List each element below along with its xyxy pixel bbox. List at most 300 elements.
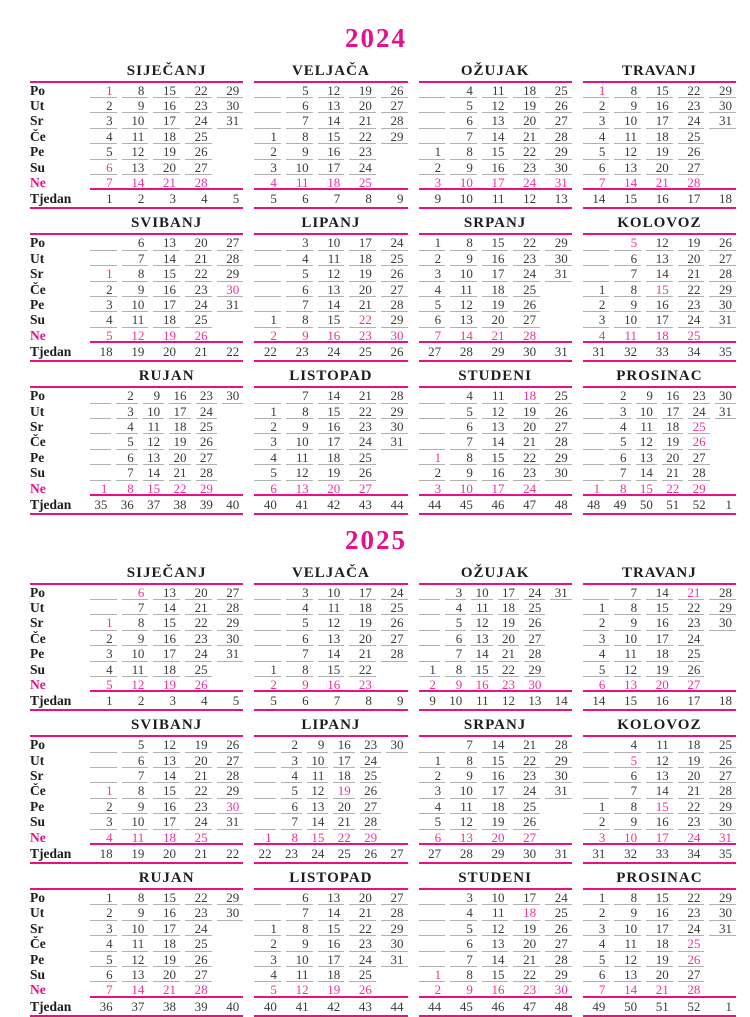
date-cell: 23 [358, 327, 372, 343]
date-cells [419, 631, 572, 646]
date-cell: 2 [609, 388, 630, 403]
date-cell: 8 [291, 829, 298, 845]
date-cell: 9 [122, 98, 149, 113]
date-cell: 29 [545, 144, 572, 159]
month-name: SIJEČANJ [126, 62, 207, 79]
date-cell: 16 [646, 814, 673, 829]
week-number: 14 [592, 693, 606, 709]
date-cell: 4 [609, 419, 630, 434]
week-number: 17 [687, 191, 701, 207]
date-cell: 7 [122, 768, 149, 783]
date-cell: 21 [655, 982, 669, 998]
week-number: 30 [523, 344, 537, 360]
date-cell: 12 [153, 737, 180, 752]
week-number: 1 [725, 496, 732, 512]
month-header [419, 715, 572, 737]
day-label: Če [30, 434, 46, 450]
date-cell: 27 [513, 312, 540, 327]
date-cell: 24 [524, 585, 545, 600]
date-cell: 9 [286, 419, 313, 434]
day-row [583, 737, 736, 752]
month-header [30, 868, 243, 890]
day-label: Pe [30, 449, 45, 465]
date-cell: 1 [90, 83, 117, 98]
date-cell: 30 [709, 615, 736, 630]
date-cells [90, 905, 243, 920]
date-cell: 14 [318, 113, 345, 128]
date-cell: 10 [471, 585, 492, 600]
date-cell: 17 [646, 631, 673, 646]
date-cell: 29 [381, 129, 408, 144]
month-block [419, 715, 572, 864]
day-row [419, 98, 572, 113]
day-row [30, 921, 243, 936]
month-header [419, 563, 572, 585]
date-cell: 7 [122, 600, 149, 615]
date-cells [583, 175, 736, 190]
day-row [254, 175, 407, 190]
date-cell: 9 [286, 936, 313, 951]
date-cell: 9 [614, 297, 641, 312]
date-cells [419, 905, 572, 920]
week-number: 18 [99, 846, 113, 862]
date-cell [254, 600, 281, 615]
date-cells [419, 113, 572, 128]
date-cell: 17 [153, 921, 180, 936]
date-cell: 7 [450, 129, 477, 144]
date-cells [583, 830, 736, 845]
date-cell: 14 [153, 768, 180, 783]
month-row [30, 715, 736, 864]
month-row [30, 868, 736, 1017]
day-row [254, 677, 407, 692]
date-cell [254, 905, 281, 920]
date-cells [90, 585, 243, 600]
date-cells [90, 465, 243, 480]
month-header [254, 868, 407, 890]
month-block [30, 715, 243, 864]
date-cell: 10 [318, 585, 345, 600]
date-cell: 6 [450, 113, 477, 128]
date-cell: 12 [614, 662, 641, 677]
day-row [583, 814, 736, 829]
week-numbers [254, 845, 407, 862]
date-cell: 3 [583, 113, 610, 128]
day-label: Ne [30, 175, 46, 191]
date-cell: 10 [482, 890, 509, 905]
date-cell: 25 [678, 129, 705, 144]
date-cell: 27 [709, 251, 736, 266]
date-cell [254, 282, 281, 297]
week-row [419, 998, 572, 1015]
day-row [30, 465, 243, 480]
date-cell: 16 [482, 160, 509, 175]
day-row [30, 312, 243, 327]
day-label: Ut [30, 905, 45, 921]
date-cell: 20 [349, 98, 376, 113]
date-cell [583, 419, 604, 434]
date-cell: 28 [545, 434, 572, 449]
date-cell: 6 [90, 160, 117, 175]
week-number: 41 [295, 998, 309, 1014]
date-cell: 15 [318, 921, 345, 936]
week-number: 7 [333, 693, 341, 709]
date-cell: 24 [688, 404, 709, 419]
date-cell: 22 [678, 890, 705, 905]
date-cell [709, 677, 736, 690]
date-cell: 12 [646, 753, 673, 768]
date-cell: 7 [106, 175, 113, 191]
date-cell: 2 [583, 297, 610, 312]
day-row [254, 830, 407, 845]
date-cell: 30 [390, 327, 404, 343]
header-spacer [30, 715, 90, 735]
date-cell: 31 [709, 921, 736, 936]
date-cells [90, 936, 243, 951]
date-cell: 5 [254, 465, 281, 480]
date-cell: 3 [286, 585, 313, 600]
day-row [30, 814, 243, 829]
date-cells [419, 144, 572, 159]
week-number: 51 [666, 496, 680, 512]
date-cell: 21 [678, 266, 705, 281]
day-label: Po [30, 890, 45, 906]
day-row [254, 768, 407, 783]
date-cell: 9 [455, 676, 463, 692]
date-cell: 8 [620, 480, 627, 496]
date-cell: 6 [122, 585, 149, 600]
date-cell: 27 [358, 480, 372, 496]
week-number: 34 [687, 344, 701, 360]
date-cell: 14 [646, 266, 673, 281]
week-number: 37 [131, 998, 145, 1014]
date-cell: 16 [491, 982, 505, 998]
day-row [419, 753, 572, 768]
date-cell: 24 [349, 160, 376, 175]
month-header [254, 61, 407, 83]
date-cell: 29 [692, 480, 706, 496]
day-row [419, 83, 572, 98]
date-cell [217, 129, 244, 144]
date-cells [90, 404, 243, 419]
date-cell: 3 [434, 480, 442, 496]
date-cell: 16 [153, 631, 180, 646]
date-cell [254, 799, 275, 814]
date-cell: 5 [450, 404, 477, 419]
week-number: 31 [592, 846, 606, 862]
date-cell: 17 [153, 814, 180, 829]
month-name: VELJAČA [291, 62, 370, 79]
date-cell: 29 [545, 450, 572, 465]
week-label: Tjedan [30, 998, 72, 1014]
date-cells [419, 768, 572, 783]
date-cell [583, 388, 604, 403]
date-cell: 25 [678, 936, 705, 951]
day-row [419, 982, 572, 997]
date-cell: 5 [116, 434, 137, 449]
day-row [419, 814, 572, 829]
date-cell: 14 [131, 175, 145, 191]
day-row [419, 677, 572, 692]
date-cell: 23 [678, 814, 705, 829]
day-label: Ne [30, 327, 46, 343]
date-cell: 11 [286, 450, 313, 465]
date-cell: 19 [646, 144, 673, 159]
week-number: 50 [624, 998, 638, 1014]
date-cell: 2 [419, 251, 446, 266]
date-cell: 20 [349, 631, 376, 646]
date-cell [90, 768, 117, 783]
date-cell: 18 [153, 936, 180, 951]
date-cell: 11 [131, 829, 145, 845]
date-cell: 13 [450, 312, 477, 327]
week-number: 14 [592, 191, 606, 207]
month-header [30, 366, 243, 388]
date-cell: 19 [513, 404, 540, 419]
date-cells [90, 282, 243, 297]
date-cells [419, 952, 572, 967]
date-cell: 4 [614, 737, 641, 752]
date-cell: 8 [450, 753, 477, 768]
week-number: 19 [131, 344, 145, 360]
date-cells [90, 662, 243, 677]
date-cell: 10 [614, 113, 641, 128]
date-cell: 14 [153, 251, 180, 266]
date-cell: 15 [318, 129, 345, 144]
week-number: 32 [624, 846, 638, 862]
date-cell [419, 419, 446, 434]
date-cell: 6 [419, 312, 446, 327]
date-cell [419, 615, 440, 630]
month-block [419, 366, 572, 515]
day-row [30, 646, 243, 661]
date-cell: 30 [222, 388, 243, 403]
week-numbers [90, 343, 243, 360]
date-cell: 23 [349, 936, 376, 951]
day-row [583, 266, 736, 281]
date-cell: 10 [122, 297, 149, 312]
date-cell [419, 98, 446, 113]
day-row [30, 98, 243, 113]
date-cell: 2 [583, 814, 610, 829]
date-cell: 7 [106, 982, 113, 998]
day-row [583, 799, 736, 814]
date-cell: 28 [194, 175, 208, 191]
date-cell: 13 [646, 768, 673, 783]
date-cells [419, 753, 572, 768]
date-cells [583, 967, 736, 982]
date-cell: 27 [687, 676, 701, 692]
date-cell: 18 [646, 936, 673, 951]
date-cell: 16 [475, 676, 489, 692]
date-cell: 17 [655, 829, 669, 845]
date-cell: 19 [482, 814, 509, 829]
date-cell [254, 297, 281, 312]
date-cells [419, 465, 572, 480]
date-cell: 23 [185, 282, 212, 297]
date-cell: 17 [646, 113, 673, 128]
date-cell: 25 [688, 419, 709, 434]
date-cell: 11 [318, 251, 345, 266]
year-months-2025 [30, 563, 736, 1017]
day-row [30, 266, 243, 281]
week-number: 52 [692, 496, 706, 512]
date-cell: 12 [482, 921, 509, 936]
date-cell: 22 [513, 235, 540, 250]
date-cell: 27 [185, 967, 212, 982]
date-cell: 15 [482, 235, 509, 250]
date-cell: 16 [327, 676, 341, 692]
date-cell: 14 [471, 646, 492, 661]
date-cell [90, 585, 117, 600]
date-cell: 19 [153, 144, 180, 159]
date-cell: 21 [333, 814, 354, 829]
date-cells [419, 328, 572, 343]
date-cells [254, 753, 407, 768]
week-number: 21 [194, 846, 208, 862]
date-cell: 6 [583, 967, 610, 982]
month-block [583, 366, 736, 515]
date-cell [90, 450, 111, 465]
date-cell: 26 [513, 297, 540, 312]
date-cell: 21 [349, 297, 376, 312]
week-row [419, 343, 572, 360]
date-cell: 3 [90, 297, 117, 312]
date-cell: 7 [434, 327, 442, 343]
date-cell [381, 677, 408, 690]
month-name: SVIBANJ [131, 717, 203, 734]
day-row [30, 905, 243, 920]
week-number: 22 [263, 344, 277, 360]
date-cell: 1 [419, 235, 446, 250]
date-cell [583, 251, 610, 266]
date-cell: 5 [419, 814, 446, 829]
week-row [254, 692, 407, 709]
day-row [254, 982, 407, 997]
month-block [30, 366, 243, 515]
date-cell [254, 890, 281, 905]
date-cell: 29 [709, 799, 736, 814]
date-cells [90, 783, 243, 798]
date-cells [254, 631, 407, 646]
date-cell: 8 [450, 967, 477, 982]
date-cell: 1 [583, 83, 610, 98]
week-number: 5 [270, 191, 277, 207]
date-cell: 16 [482, 768, 509, 783]
date-cell: 29 [381, 404, 408, 419]
date-cell [254, 266, 281, 281]
date-cell: 25 [185, 662, 212, 677]
date-cell: 25 [358, 175, 372, 191]
date-cell [715, 434, 736, 449]
date-cell: 20 [491, 829, 505, 845]
date-cells [254, 251, 407, 266]
date-cell: 20 [678, 768, 705, 783]
week-number: 27 [390, 846, 404, 862]
date-cell: 8 [286, 404, 313, 419]
week-number: 22 [258, 846, 272, 862]
date-cell: 27 [524, 631, 545, 646]
date-cell [550, 631, 571, 646]
week-number: 23 [295, 344, 309, 360]
date-cell: 3 [583, 631, 610, 646]
day-row [254, 160, 407, 175]
date-cells [254, 266, 407, 281]
date-cell: 8 [445, 662, 466, 677]
date-cell: 13 [318, 631, 345, 646]
week-number: 35 [719, 344, 733, 360]
date-cell [419, 404, 446, 419]
date-cells [419, 799, 572, 814]
week-row [419, 692, 572, 709]
week-numbers [583, 692, 736, 709]
date-cells [419, 830, 572, 845]
week-number: 3 [169, 693, 176, 709]
date-cell: 23 [688, 388, 709, 403]
day-row [30, 753, 243, 768]
date-cell: 17 [318, 952, 345, 967]
date-cell: 14 [636, 465, 657, 480]
date-cell: 22 [678, 282, 705, 297]
date-cell: 18 [162, 829, 176, 845]
date-cell: 11 [646, 737, 673, 752]
date-cell: 12 [131, 676, 145, 692]
date-cell: 3 [598, 829, 606, 845]
date-cell: 16 [646, 905, 673, 920]
date-cell: 15 [318, 662, 345, 677]
day-row [419, 646, 572, 661]
date-cell: 28 [360, 814, 381, 829]
day-row [254, 631, 407, 646]
date-cell [381, 160, 408, 175]
week-number: 12 [502, 693, 515, 709]
date-cell [386, 768, 407, 783]
week-number: 27 [428, 846, 442, 862]
day-row [254, 481, 407, 496]
date-cell: 5 [122, 737, 149, 752]
day-row [254, 615, 407, 630]
date-cell: 11 [307, 768, 328, 783]
day-row [254, 753, 407, 768]
date-cell: 10 [318, 235, 345, 250]
date-cell [217, 982, 244, 995]
date-cells [419, 481, 572, 496]
date-cell: 17 [513, 890, 540, 905]
date-cells [419, 312, 572, 327]
date-cell: 9 [450, 251, 477, 266]
date-cell: 26 [196, 434, 217, 449]
date-cell [217, 967, 244, 982]
date-cells [254, 677, 407, 692]
date-cells [419, 175, 572, 190]
date-cell: 1 [583, 890, 610, 905]
date-cells [583, 982, 736, 997]
date-cell: 20 [153, 967, 180, 982]
day-label: Ne [30, 829, 46, 845]
date-cell [217, 175, 244, 188]
date-cells [583, 328, 736, 343]
date-cell: 15 [646, 890, 673, 905]
date-cell: 22 [513, 450, 540, 465]
date-cells [90, 113, 243, 128]
date-cell: 17 [662, 404, 683, 419]
date-cells [254, 967, 407, 982]
date-cell [222, 404, 243, 419]
date-cell: 24 [678, 113, 705, 128]
date-cell: 3 [90, 646, 117, 661]
date-cell: 26 [185, 144, 212, 159]
day-label: Sr [30, 418, 44, 434]
